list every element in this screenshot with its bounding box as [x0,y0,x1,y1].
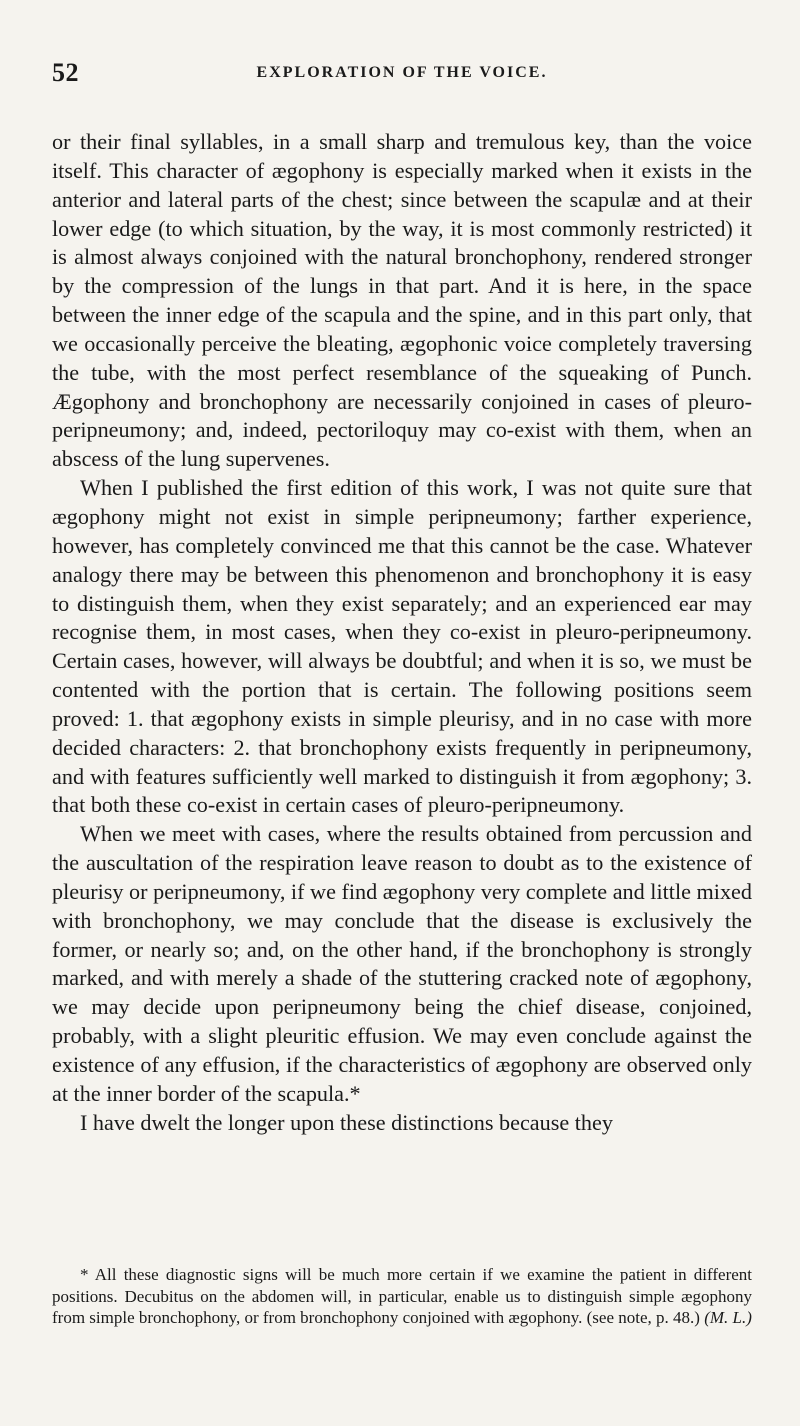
paragraph-2: When I published the first edition of this work, I was not quite sure that ægophony might not exist in simple peripneumony; farther experience, however, has completely convinced me that this cannot be the case. Whatever analogy there may be between this phenomenon and bronchophony it is easy to distinguish them, when they exist separately; and an experienced ear may recognise them, in most cases, when they co-exist in pleuro-peripneumony. Certain cases, however, will always be doubtful; and when it is so, we must be contented with the portion that is certain. The following positions seem proved: 1. that ægophony exists in simple pleurisy, and in no case with more decided characters: 2. that bronchophony exists frequently in peripneumony, and with features sufficiently well marked to distinguish it from ægophony; 3. that both these co-exist in certain cases of pleuro-peripneumony. [52,475,752,818]
body-text [52,128,752,1138]
page-header [52,58,752,90]
footnote-author: (M. L.) [704,1308,752,1328]
footnote-text: * All these diagnostic signs will be much more certain if we examine the patient in different positions. Decubitus on the abdomen will, in particular, enable us to distinguish simple ægophony from simple bronchophony, or from bronchophony conjoined with ægophony. (see note, p. 48.) [52,1265,752,1328]
footnote-paragraph [52,1264,752,1329]
page-number: 52 [52,58,79,87]
paragraph-4: I have dwelt the longer upon these distinctions because they [80,1109,613,1135]
running-title: EXPLORATION OF THE VOICE. [256,64,548,81]
footnote [52,1264,752,1329]
paragraph-1: or their final syllables, in a small sharp and tremulous key, than the voice itself. This character of ægophony is especially marked when it exists in the anterior and lateral parts of the chest; since between the scapulæ and at their lower edge (to which situation, by the way, it is most commonly restricted) it is almost always conjoined with the natural bronchophony, rendered stronger by the compression of the lungs in that part. And it is here, in the space between the inner edge of the scapula and the spine, and in this part only, that we occasionally perceive the bleating, ægophonic voice completely traversing the tube, with the most perfect resemblance of the squeaking of Punch. Ægophony and bronchophony are necessarily conjoined in cases of pleuro-peripneumony; and, indeed, pectoriloquy may co-exist with them, when an abscess of the lung supervenes. [52,129,752,472]
paragraph-3: When we meet with cases, where the results obtained from percussion and the auscultation of the respiration leave reason to doubt as to the existence of pleurisy or peripneumony, if we find ægophony very complete and little mixed with bronchophony, we may conclude that the disease is exclusively the former, or nearly so; and, on the other hand, if the bronchophony is strongly marked, and with merely a shade of the stuttering cracked note of ægophony, we may decide upon peripneumony being the chief disease, conjoined, probably, with a slight pleuritic effusion. We may even conclude against the existence of any effusion, if the characteristics of ægophony are observed only at the inner border of the scapula.* [52,821,752,1106]
